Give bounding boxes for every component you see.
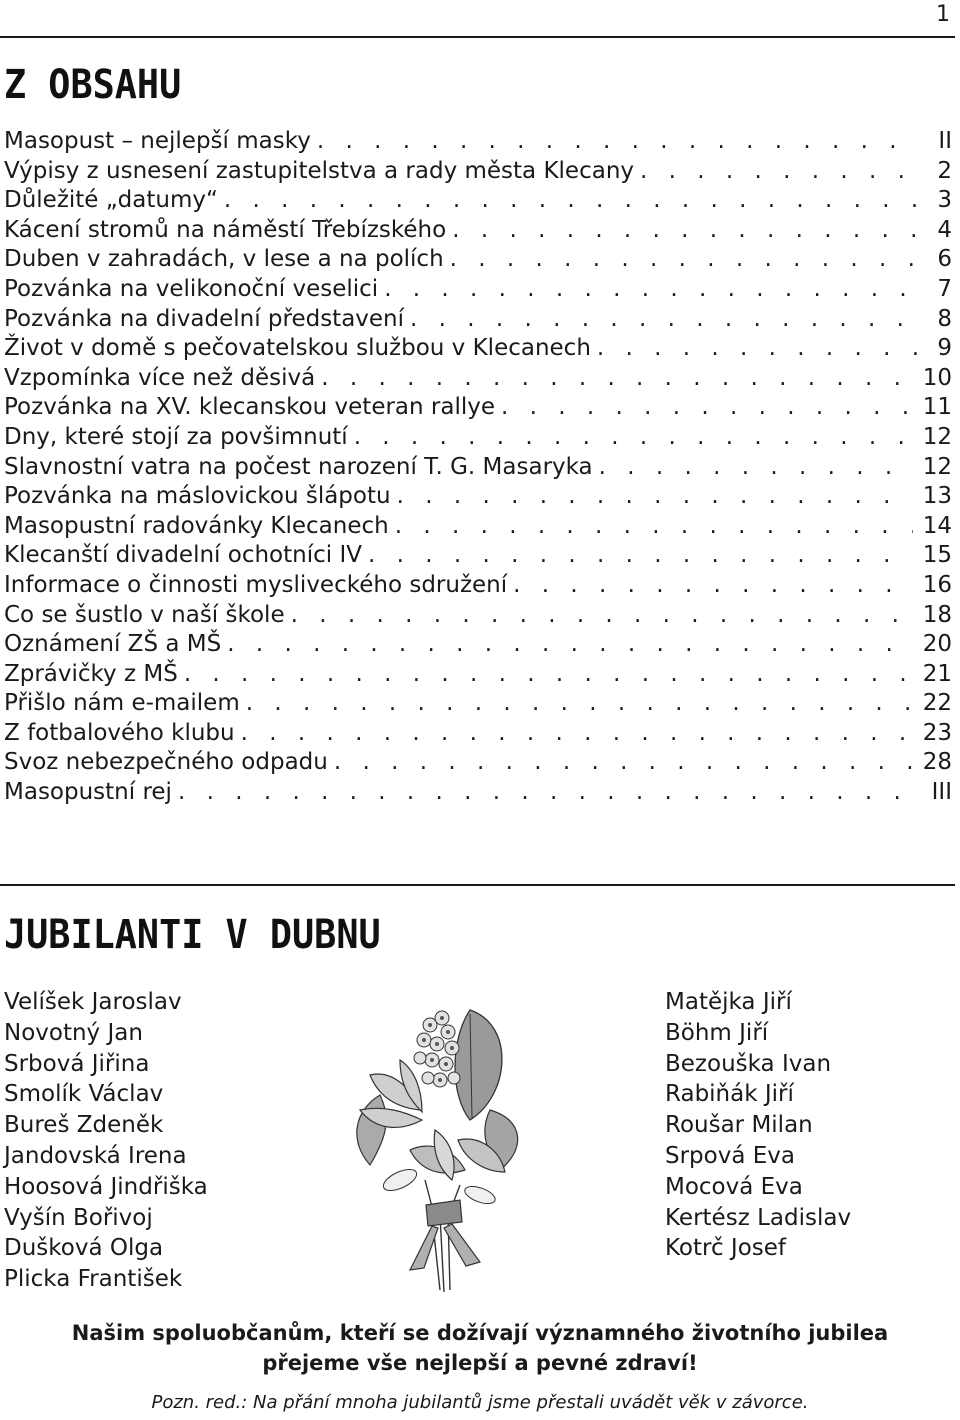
toc-entry-title: Masopustní radovánky Klecanech — [4, 512, 389, 539]
toc-entry — [4, 275, 952, 305]
toc-entry-page: 15 — [922, 542, 952, 569]
toc-entry-title: Zprávičky z MŠ — [4, 660, 178, 687]
page-number: 1 — [936, 2, 950, 27]
toc-dot-leader — [224, 186, 918, 216]
toc-dot-leader — [354, 423, 913, 453]
jubilant-name: Velíšek Jaroslav — [4, 989, 182, 1015]
jubilants-heading: JUBILANTI V DUBNU — [4, 912, 381, 958]
toc-entry-page: 12 — [922, 423, 952, 450]
jubilant-name: Mocová Eva — [665, 1173, 803, 1200]
jubilee-wish — [0, 1318, 960, 1378]
toc-entry-page: II — [938, 128, 952, 154]
toc-dot-leader — [184, 660, 913, 690]
toc-entry-page: 4 — [937, 216, 952, 243]
toc-entry-page: 14 — [922, 512, 952, 539]
toc-entry-title: Oznámení ZŠ a MŠ — [4, 631, 222, 658]
toc-entry-title: Co se šustlo v naší škole — [4, 601, 285, 628]
jubilant-name: Böhm Jiří — [665, 1019, 769, 1046]
jubilant-name: Kotrč Josef — [665, 1235, 787, 1262]
toc-dot-leader — [597, 334, 918, 364]
jubilants-list-left — [4, 987, 208, 1295]
toc-entry-page: 16 — [922, 571, 952, 598]
toc-entry-title: Duben v zahradách, v lese a na polích — [4, 246, 444, 273]
toc-entry-title: Masopustní rej — [4, 779, 172, 806]
toc-entry-title: Pozvánka na velikonoční veselici — [4, 275, 379, 302]
toc-entry-page: 7 — [937, 275, 952, 302]
editorial-note: Pozn. red.: Na přání mnoha jubilantů jsme přestali uvádět věk v závorce. — [151, 1392, 809, 1413]
toc-dot-leader — [384, 275, 918, 305]
jubilant-name: Srbová Jiřina — [4, 1050, 150, 1077]
toc-entry-page: 9 — [937, 335, 952, 362]
toc-entry-title: Masopust – nejlepší masky — [4, 128, 311, 154]
toc-entry-page: 8 — [937, 305, 952, 332]
toc-entry-page: 28 — [922, 749, 952, 776]
toc-dot-leader — [368, 541, 913, 571]
toc-dot-leader — [291, 601, 913, 631]
toc-entry — [4, 689, 952, 719]
toc-entry — [4, 334, 952, 364]
toc-entry-title: Slavnostní vatra na počest narození T. G. Masaryka — [4, 453, 593, 480]
jubilants-list-right — [665, 987, 851, 1264]
toc-entry — [4, 157, 952, 187]
toc-entry — [4, 245, 952, 275]
toc-entry-page: 13 — [922, 483, 952, 510]
jubilant-name: Rabiňák Jiří — [665, 1081, 794, 1108]
jubilant-name: Smolík Václav — [4, 1081, 164, 1108]
toc-entry — [4, 778, 952, 808]
jubilant-name: Novotný Jan — [4, 1019, 143, 1046]
toc-entry-title: Pozvánka na divadelní představení — [4, 305, 405, 332]
toc-dot-leader — [241, 719, 913, 749]
jubilant-name: Bureš Zdeněk — [4, 1112, 164, 1139]
toc-entry — [4, 216, 952, 246]
toc-entry — [4, 660, 952, 690]
toc-entry — [4, 748, 952, 778]
wish-line-1: Našim spoluobčanům, kteří se dožívají významného životního jubilea — [71, 1321, 889, 1345]
toc-entry-page: III — [931, 779, 952, 806]
flower-bouquet-icon — [340, 1000, 530, 1295]
toc-entry-page: 3 — [937, 187, 952, 214]
toc-entry-page: 11 — [922, 394, 952, 421]
toc-entry-title: Přišlo nám e-mailem — [4, 690, 240, 717]
toc-entry-title: Pozvánka na máslovickou šlápotu — [4, 483, 391, 510]
toc-entry-title: Dny, které stojí za povšimnutí — [4, 423, 348, 450]
toc-entry-page: 22 — [922, 690, 952, 717]
toc-entry — [4, 719, 952, 749]
toc-dot-leader — [397, 482, 913, 512]
wish-line-2: přejeme vše nejlepší a pevné zdraví! — [262, 1351, 698, 1375]
table-of-contents — [4, 127, 952, 808]
jubilant-name: Plicka František — [4, 1266, 183, 1293]
toc-dot-leader — [178, 778, 918, 808]
toc-entry-title: Život v domě s pečovatelskou službou v Klecanech — [4, 335, 591, 362]
toc-entry-page: 21 — [922, 660, 952, 687]
toc-heading: Z OBSAHU — [4, 62, 182, 108]
toc-entry-title: Klecanští divadelní ochotníci IV — [4, 542, 362, 569]
toc-entry-title: Vzpomínka více než děsivá — [4, 364, 316, 391]
toc-dot-leader — [640, 157, 918, 187]
jubilant-name: Matějka Jiří — [665, 989, 792, 1015]
toc-entry — [4, 305, 952, 335]
toc-entry-page: 2 — [937, 157, 952, 184]
toc-entry — [4, 482, 952, 512]
toc-entry-page: 10 — [922, 364, 952, 391]
jubilant-name: Bezouška Ivan — [665, 1050, 832, 1077]
toc-dot-leader — [599, 453, 913, 483]
toc-entry-title: Kácení stromů na náměstí Třebízského — [4, 216, 447, 243]
jubilant-name: Jandovská Irena — [4, 1142, 187, 1169]
toc-entry — [4, 630, 952, 660]
toc-entry — [4, 601, 952, 631]
section-divider — [0, 884, 955, 886]
toc-dot-leader — [501, 393, 913, 423]
jubilant-name: Roušar Milan — [665, 1112, 813, 1139]
toc-entry — [4, 453, 952, 483]
toc-dot-leader — [246, 689, 913, 719]
toc-dot-leader — [317, 127, 918, 157]
toc-dot-leader — [452, 216, 918, 246]
toc-entry-title: Svoz nebezpečného odpadu — [4, 749, 328, 776]
toc-dot-leader — [334, 748, 913, 778]
toc-entry — [4, 186, 952, 216]
toc-dot-leader — [227, 630, 913, 660]
toc-entry-title: Výpisy z usnesení zastupitelstva a rady města Klecany — [4, 157, 635, 184]
toc-entry — [4, 423, 952, 453]
toc-entry-page: 12 — [922, 453, 952, 480]
jubilant-name: Srpová Eva — [665, 1142, 795, 1169]
toc-dot-leader — [513, 571, 913, 601]
toc-dot-leader — [410, 305, 918, 335]
toc-entry — [4, 512, 952, 542]
toc-entry-title: Informace o činnosti mysliveckého sdružení — [4, 571, 508, 598]
toc-entry-page: 6 — [937, 246, 952, 273]
toc-entry-title: Důležité „datumy“ — [4, 187, 218, 214]
jubilant-name: Vyšín Bořivoj — [4, 1204, 153, 1231]
toc-entry-title: Z fotbalového klubu — [4, 719, 235, 746]
jubilant-name: Hoosová Jindřiška — [4, 1173, 208, 1200]
toc-entry — [4, 364, 952, 394]
toc-entry — [4, 393, 952, 423]
jubilant-name: Kertész Ladislav — [665, 1204, 852, 1231]
top-divider — [0, 36, 955, 38]
toc-entry-title: Pozvánka na XV. klecanskou veteran rallye — [4, 394, 496, 421]
toc-entry — [4, 571, 952, 601]
toc-entry-page: 23 — [922, 719, 952, 746]
jubilant-name: Dušková Olga — [4, 1235, 164, 1262]
toc-dot-leader — [395, 512, 913, 542]
toc-entry — [4, 127, 952, 157]
toc-entry-page: 20 — [922, 631, 952, 658]
toc-entry — [4, 541, 952, 571]
toc-entry-page: 18 — [922, 601, 952, 628]
toc-dot-leader — [450, 245, 918, 275]
toc-dot-leader — [321, 364, 913, 394]
